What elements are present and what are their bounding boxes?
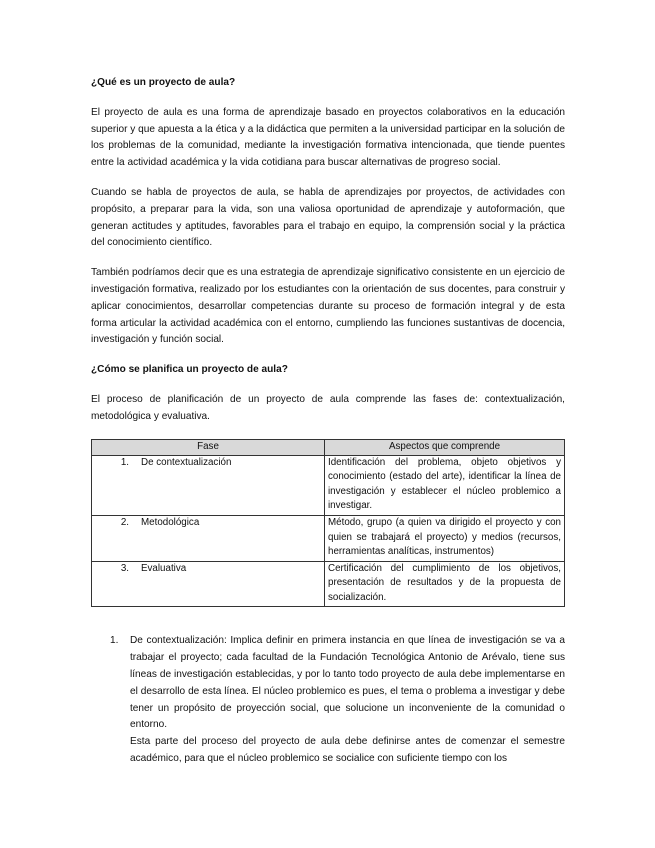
table-row	[92, 515, 565, 561]
section-title-what: ¿Qué es un proyecto de aula?	[91, 77, 236, 88]
paragraph-strategy: También podríamos decir que es una estrategia de aprendizaje significativo consistente en un ejercicio de investigación formativa, realizado por los estudiantes con la orientación de sus docentes, para construir y aplicar conocimientos, desarrollar competencias durante su proceso de formación integral y de esta forma articular la actividad académica con el entorno, cumpliendo las funciones sustantivas de docencia, investigación y función social.	[91, 267, 565, 346]
column-header-phase: Fase	[92, 439, 325, 455]
table-header-row	[92, 439, 565, 455]
phase-name: Metodológica	[141, 516, 200, 528]
list-item-number: 1.	[110, 635, 119, 647]
phase-number: 3.	[120, 562, 129, 574]
phase-number: 1.	[120, 456, 129, 468]
aspects-cell: Certificación del cumplimiento de los objetivos, presentación de resultados y de la propuesta de socialización.	[325, 561, 565, 607]
detail-paragraph-context: De contextualización: Implica definir en primera instancia en que línea de investigación se va a trabajar el proyecto; cada facultad de la Fundación Tecnológica Antonio de Arévalo, tiene sus líneas de investigación establecidas, y por lo tanto todo proyecto de aula debe implementarse en el desarrollo de esta línea. El núcleo problemico es pues, el tema o problema a investigar y debe tener un propósito de proyección social, que solucione un inconveniente de la comunidad o entorno.	[130, 635, 565, 731]
phases-table	[91, 439, 565, 608]
table-row	[92, 455, 565, 515]
phase-number: 2.	[120, 516, 129, 528]
column-header-aspects: Aspectos que comprende	[325, 439, 565, 455]
section-title-how: ¿Cómo se planifica un proyecto de aula?	[91, 364, 288, 376]
phase-name: De contextualización	[141, 456, 232, 468]
phase-detail-list	[91, 633, 565, 767]
table-row	[92, 561, 565, 607]
paragraph-learning: Cuando se habla de proyectos de aula, se habla de aprendizajes por proyectos, de actividades con propósito, a preparar para la vida, son una valiosa oportunidad de aprendizaje y autoformación, que generan actitudes y aptitudes, favorables para el trabajo en equipo, la comprensión social y la práctica del conocimiento científico.	[91, 186, 565, 249]
phase-cell	[92, 455, 325, 515]
aspects-cell: Identificación del problema, objeto objetivos y conocimiento (estado del arte), identificar la línea de investigación y establecer el núcleo problemico a investigar.	[325, 455, 565, 515]
phase-cell	[92, 515, 325, 561]
phase-name: Evaluativa	[141, 562, 187, 574]
document-content	[91, 75, 565, 768]
aspects-cell: Método, grupo (a quien va dirigido el proyecto y con quien se trabajará el proyecto) y medios (recursos, herramientas analíticas, instrumentos)	[325, 515, 565, 561]
paragraph-definition: El proyecto de aula es una forma de aprendizaje basado en proyectos colaborativos en la educación superior y que apuesta a la ética y a la didáctica que permiten a la universidad participar en la solución de los problemas de la comunidad, mediante la investigación formativa intencionada, que tiende puentes entre la actividad académica y la vida cotidiana para buscar alternativas de progreso social.	[91, 106, 565, 169]
list-item	[91, 633, 565, 767]
paragraph-planning-intro: El proceso de planificación de un proyecto de aula comprende las fases de: contextualización, metodológica y evaluativa.	[91, 393, 565, 422]
detail-paragraph-timing: Esta parte del proceso del proyecto de aula debe definirse antes de comenzar el semestre académico, para que el núcleo problemico se socialice con suficiente tiempo con los	[130, 736, 565, 765]
phase-cell	[92, 561, 325, 607]
